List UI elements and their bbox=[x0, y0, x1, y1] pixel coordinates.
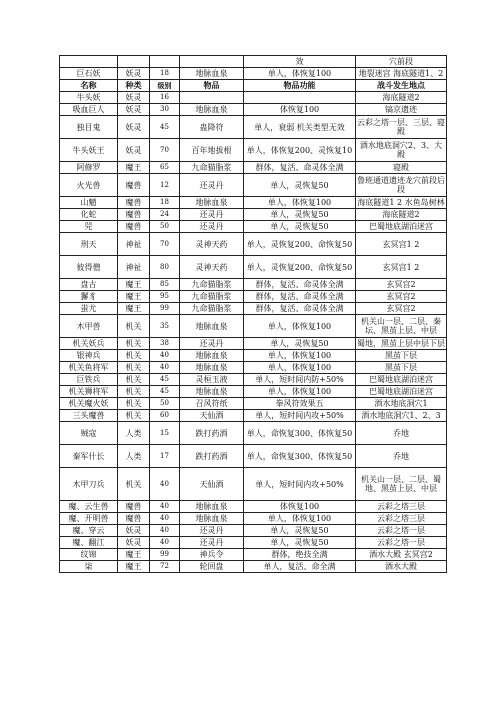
table-row bbox=[60, 525, 447, 537]
type-cell: 魔王 bbox=[118, 561, 150, 573]
item-cell: 地脉血泉 bbox=[180, 362, 244, 374]
table-row bbox=[60, 561, 447, 573]
item-effect-cell: 单人，体恢复100 bbox=[244, 350, 356, 362]
location-cell: 玄冥宫2 bbox=[356, 303, 447, 315]
type-cell: 魔兽 bbox=[118, 174, 150, 197]
name-cell: 纹锦 bbox=[60, 549, 118, 561]
name-cell: 秦军什长 bbox=[60, 445, 118, 468]
level-cell: 18 bbox=[150, 68, 180, 80]
table-row bbox=[60, 410, 447, 422]
type-cell: 妖灵 bbox=[118, 68, 150, 80]
item-effect-cell: 单人，灵恢复200、命恢复50 bbox=[244, 233, 356, 256]
item-cell: 轮回盘 bbox=[180, 561, 244, 573]
item-cell: 还灵丹 bbox=[180, 221, 244, 233]
level-cell: 45 bbox=[150, 116, 180, 139]
level-cell: 95 bbox=[150, 291, 180, 303]
item-cell: 百年地拔根 bbox=[180, 139, 244, 162]
table-row bbox=[60, 68, 447, 80]
item-effect-cell: 单人，复活、命全满 bbox=[244, 561, 356, 573]
type-cell: 神祉 bbox=[118, 233, 150, 256]
level-cell: 65 bbox=[150, 162, 180, 174]
table-row bbox=[60, 221, 447, 233]
level-cell: 30 bbox=[150, 104, 180, 116]
item-cell: 地脉血泉 bbox=[180, 197, 244, 209]
type-cell: 人类 bbox=[118, 445, 150, 468]
item-effect-cell: 单人，短时间内防+50% bbox=[244, 374, 356, 386]
table-row bbox=[60, 422, 447, 445]
item-cell: 召风符纸 bbox=[180, 398, 244, 410]
name-cell: 牛头妖王 bbox=[60, 139, 118, 162]
name-cell: 獬豸 bbox=[60, 291, 118, 303]
item-cell: 九命猫脂浆 bbox=[180, 291, 244, 303]
name-cell: 机关鱼将军 bbox=[60, 362, 118, 374]
location-cell: 巴蜀地底湖泊迷宫 bbox=[356, 386, 447, 398]
location-cell: 寝殿 bbox=[356, 162, 447, 174]
type-cell: 妖灵 bbox=[118, 116, 150, 139]
location-cell: 乔地 bbox=[356, 445, 447, 468]
name-cell: 银神兵 bbox=[60, 350, 118, 362]
level-cell: 35 bbox=[150, 315, 180, 338]
level-cell bbox=[150, 56, 180, 68]
name-cell: 贼寇 bbox=[60, 422, 118, 445]
item-effect-cell: 群体，复活、命灵体全满 bbox=[244, 291, 356, 303]
type-cell: 机关 bbox=[118, 338, 150, 350]
type-cell: 机关 bbox=[118, 398, 150, 410]
item-cell: 地脉血泉 bbox=[180, 350, 244, 362]
table-row bbox=[60, 549, 447, 561]
name-cell: 木甲兽 bbox=[60, 315, 118, 338]
type-cell: 人类 bbox=[118, 422, 150, 445]
item-effect-cell: 单人，命恢复300、体恢复50 bbox=[244, 422, 356, 445]
name-cell: 魔、云生兽 bbox=[60, 501, 118, 513]
item-effect-cell: 单人，体恢复100 bbox=[244, 386, 356, 398]
table-row bbox=[60, 139, 447, 162]
type-cell: 魔兽 bbox=[118, 501, 150, 513]
item-cell: 还灵丹 bbox=[180, 174, 244, 197]
table-row bbox=[60, 116, 447, 139]
table-row bbox=[60, 350, 447, 362]
level-cell: 40 bbox=[150, 468, 180, 501]
item-effect-cell: 群体，绝技全满 bbox=[244, 549, 356, 561]
name-cell: 兕 bbox=[60, 221, 118, 233]
level-cell: 50 bbox=[150, 398, 180, 410]
item-effect-cell: 群体，复活、命灵体全满 bbox=[244, 303, 356, 315]
table-row bbox=[60, 374, 447, 386]
location-cell: 巴蜀地底湖泊迷宫 bbox=[356, 374, 447, 386]
table-row bbox=[60, 315, 447, 338]
item-effect-cell: 单人，灵恢复50 bbox=[244, 174, 356, 197]
item-effect-cell: 单人，灵恢复50 bbox=[244, 209, 356, 221]
location-cell: 酒水地底洞穴2、3、大殿 bbox=[356, 139, 447, 162]
table-row bbox=[60, 513, 447, 525]
location-cell: 黑茧下层 bbox=[356, 350, 447, 362]
level-cell: 40 bbox=[150, 525, 180, 537]
type-cell: 魔王 bbox=[118, 303, 150, 315]
type-cell: 机关 bbox=[118, 350, 150, 362]
location-cell: 玄冥宫1 2 bbox=[356, 233, 447, 256]
table-row bbox=[60, 362, 447, 374]
type-cell: 神祉 bbox=[118, 256, 150, 279]
name-cell: 吸血巨人 bbox=[60, 104, 118, 116]
item-cell: 灵桓玉液 bbox=[180, 374, 244, 386]
location-cell: 机关山一层、二层、秦坛、黑茧上层、中层 bbox=[356, 315, 447, 338]
table-row bbox=[60, 233, 447, 256]
item-effect-cell: 单人，衰弱 机关类型无效 bbox=[244, 116, 356, 139]
table-row bbox=[60, 468, 447, 501]
level-cell: 40 bbox=[150, 537, 180, 549]
item-effect-cell: 效 bbox=[244, 56, 356, 68]
table-row bbox=[60, 256, 447, 279]
name-cell: 蚩尤 bbox=[60, 303, 118, 315]
location-cell: 海底隧道2 bbox=[356, 209, 447, 221]
level-cell: 60 bbox=[150, 410, 180, 422]
level-cell: 40 bbox=[150, 513, 180, 525]
name-cell: 柒 bbox=[60, 561, 118, 573]
location-cell: 玄冥宫2 bbox=[356, 279, 447, 291]
name-cell: 机关狮将军 bbox=[60, 386, 118, 398]
name-cell: 阿修罗 bbox=[60, 162, 118, 174]
table-row bbox=[60, 445, 447, 468]
type-cell: 机关 bbox=[118, 468, 150, 501]
monster-drop-table bbox=[59, 55, 447, 573]
type-cell: 魔王 bbox=[118, 291, 150, 303]
item-cell bbox=[180, 92, 244, 104]
item-cell: 九命猫脂浆 bbox=[180, 162, 244, 174]
location-cell: 蜀地，黑茧上层中层下层 bbox=[357, 339, 445, 348]
table-row bbox=[60, 386, 447, 398]
level-cell: 15 bbox=[150, 422, 180, 445]
name-cell: 机关魔火妖 bbox=[60, 398, 118, 410]
location-cell: 鲁班通道遗迹龙穴前段后段 bbox=[356, 174, 447, 197]
item-cell: 还灵丹 bbox=[180, 525, 244, 537]
item-cell: 地脉血泉 bbox=[180, 386, 244, 398]
type-cell: 魔兽 bbox=[118, 197, 150, 209]
level-cell: 99 bbox=[150, 549, 180, 561]
type-cell: 妖灵 bbox=[118, 104, 150, 116]
item-cell: 还灵丹 bbox=[180, 209, 244, 221]
level-cell: 50 bbox=[150, 221, 180, 233]
item-cell: 地脉血泉 bbox=[180, 315, 244, 338]
table-row bbox=[60, 291, 447, 303]
level-cell: 级别 bbox=[150, 80, 180, 92]
name-cell: 独目鬼 bbox=[60, 116, 118, 139]
name-cell bbox=[60, 56, 118, 68]
item-effect-cell: 群体，复活、命灵体全满 bbox=[244, 279, 356, 291]
level-cell: 24 bbox=[150, 209, 180, 221]
name-cell: 牛头妖 bbox=[60, 92, 118, 104]
item-effect-cell: 单人，体恢复100 bbox=[244, 315, 356, 338]
level-cell: 80 bbox=[150, 256, 180, 279]
location-cell: 酒水地底洞穴1 bbox=[356, 398, 447, 410]
item-effect-cell: 单人，灵恢复200、命恢复50 bbox=[244, 256, 356, 279]
item-cell: 还灵丹 bbox=[180, 537, 244, 549]
location-cell: 酒水大殿 bbox=[356, 561, 447, 573]
type-cell: 妖灵 bbox=[118, 525, 150, 537]
item-cell: 灵神天药 bbox=[180, 233, 244, 256]
location-cell: 海底隧道2 bbox=[356, 92, 447, 104]
location-cell: 乔地 bbox=[356, 422, 447, 445]
type-cell: 机关 bbox=[118, 374, 150, 386]
type-cell: 妖灵 bbox=[118, 139, 150, 162]
item-cell: 还灵丹 bbox=[180, 338, 244, 350]
item-effect-cell: 体恢复100 bbox=[244, 501, 356, 513]
item-effect-cell: 体恢复100 bbox=[244, 104, 356, 116]
table-row bbox=[60, 338, 447, 350]
level-cell: 45 bbox=[150, 374, 180, 386]
type-cell: 妖灵 bbox=[118, 537, 150, 549]
name-cell: 三头魔兽 bbox=[60, 410, 118, 422]
item-effect-cell: 单人，灵恢复50 bbox=[244, 221, 356, 233]
name-cell: 盘古 bbox=[60, 279, 118, 291]
item-cell: 地脉血泉 bbox=[180, 104, 244, 116]
item-cell: 天仙酒 bbox=[180, 410, 244, 422]
name-cell: 魔、翻江 bbox=[60, 537, 118, 549]
type-cell: 机关 bbox=[118, 410, 150, 422]
location-cell: 云彩之塔一层、三层、寝殿 bbox=[356, 116, 447, 139]
location-cell: 玄冥宫1 2 bbox=[356, 256, 447, 279]
type-cell: 魔王 bbox=[118, 162, 150, 174]
location-cell: 云彩之塔一层 bbox=[356, 537, 447, 549]
type-cell bbox=[118, 56, 150, 68]
level-cell: 70 bbox=[150, 233, 180, 256]
level-cell: 99 bbox=[150, 303, 180, 315]
level-cell: 17 bbox=[150, 445, 180, 468]
level-cell: 72 bbox=[150, 561, 180, 573]
table-row bbox=[60, 537, 447, 549]
item-effect-cell: 单人，体恢复100 bbox=[244, 197, 356, 209]
level-cell: 40 bbox=[150, 362, 180, 374]
item-cell: 地脉血泉 bbox=[180, 513, 244, 525]
table-row bbox=[60, 104, 447, 116]
location-cell: 黑茧下层 bbox=[356, 362, 447, 374]
location-cell: 酒水地底洞穴1、2、3 bbox=[356, 410, 447, 422]
item-effect-cell: 单人，短时间内攻+50% bbox=[244, 410, 356, 422]
level-cell: 85 bbox=[150, 279, 180, 291]
location-cell: 玄冥宫2 bbox=[356, 291, 447, 303]
level-cell: 38 bbox=[150, 338, 180, 350]
location-cell: 穴前段 bbox=[356, 56, 447, 68]
level-cell: 18 bbox=[150, 197, 180, 209]
item-cell: 地脉血泉 bbox=[180, 68, 244, 80]
location-cell: 地裂迷宫 海底隧道1、2 bbox=[356, 68, 447, 80]
location-cell: 镐京遗迹 bbox=[356, 104, 447, 116]
location-cell: 云彩之塔三层 bbox=[356, 513, 447, 525]
item-effect-cell: 物品功能 bbox=[244, 80, 356, 92]
item-cell: 地脉血泉 bbox=[180, 501, 244, 513]
name-cell: 化蛇 bbox=[60, 209, 118, 221]
table-row bbox=[60, 209, 447, 221]
name-cell: 火光兽 bbox=[60, 174, 118, 197]
table-row bbox=[60, 174, 447, 197]
table-row bbox=[60, 197, 447, 209]
table-row bbox=[60, 501, 447, 513]
type-cell: 机关 bbox=[118, 386, 150, 398]
location-cell: 海底隧道1 2 水鱼岛树林 bbox=[357, 198, 445, 207]
name-cell: 巨铁兵 bbox=[60, 374, 118, 386]
item-effect-cell: 单人，体恢复100 bbox=[244, 68, 356, 80]
item-effect-cell: 单人，短时间内攻+50% bbox=[244, 468, 356, 501]
table-header-row bbox=[60, 80, 447, 92]
item-cell: 跌打药酒 bbox=[180, 422, 244, 445]
name-cell: 魔、开明兽 bbox=[60, 513, 118, 525]
type-cell: 魔王 bbox=[118, 279, 150, 291]
name-cell: 巨石妖 bbox=[60, 68, 118, 80]
item-effect-cell: 拳风符效果五 bbox=[244, 398, 356, 410]
table-row bbox=[60, 398, 447, 410]
level-cell: 40 bbox=[150, 501, 180, 513]
type-cell: 机关 bbox=[118, 362, 150, 374]
item-cell bbox=[180, 56, 244, 68]
item-cell: 九命猫脂浆 bbox=[180, 303, 244, 315]
level-cell: 16 bbox=[150, 92, 180, 104]
type-cell: 魔王 bbox=[118, 549, 150, 561]
level-cell: 45 bbox=[150, 386, 180, 398]
location-cell: 云彩之塔三层 bbox=[356, 501, 447, 513]
location-cell: 云彩之塔一层 bbox=[356, 525, 447, 537]
item-cell: 神兵令 bbox=[180, 549, 244, 561]
level-cell: 12 bbox=[150, 174, 180, 197]
item-cell: 灵神天药 bbox=[180, 256, 244, 279]
name-cell: 机关妖兵 bbox=[60, 338, 118, 350]
monster-table-sheet bbox=[59, 55, 446, 573]
item-effect-cell: 单人，灵恢复50 bbox=[244, 338, 356, 350]
type-cell: 妖灵 bbox=[118, 92, 150, 104]
item-effect-cell bbox=[244, 92, 356, 104]
table-row bbox=[60, 303, 447, 315]
item-effect-cell: 单人，命恢复300、体恢复50 bbox=[244, 445, 356, 468]
item-effect-cell: 群体，复活、命灵体全满 bbox=[244, 162, 356, 174]
name-cell: 名称 bbox=[60, 80, 118, 92]
table-row bbox=[60, 279, 447, 291]
location-cell: 机关山一层、二层、蜀地、黑茧上层、中层 bbox=[356, 468, 447, 501]
item-effect-cell: 单人，体恢复100 bbox=[244, 362, 356, 374]
item-cell: 跌打药酒 bbox=[180, 445, 244, 468]
table-row bbox=[60, 162, 447, 174]
type-cell: 魔兽 bbox=[118, 513, 150, 525]
item-effect-cell: 单人，体恢复100 bbox=[244, 513, 356, 525]
name-cell: 山魈 bbox=[60, 197, 118, 209]
name-cell: 木甲刀兵 bbox=[60, 468, 118, 501]
location-cell: 战斗发生地点 bbox=[356, 80, 447, 92]
location-cell: 酒水大殿 玄冥宫2 bbox=[356, 549, 447, 561]
level-cell: 40 bbox=[150, 350, 180, 362]
type-cell: 魔兽 bbox=[118, 209, 150, 221]
name-cell: 彼得僧 bbox=[60, 256, 118, 279]
level-cell: 70 bbox=[150, 139, 180, 162]
name-cell: 魔、穿云 bbox=[60, 525, 118, 537]
name-cell: 刑天 bbox=[60, 233, 118, 256]
type-cell: 魔兽 bbox=[118, 221, 150, 233]
type-cell: 机关 bbox=[118, 315, 150, 338]
item-cell: 物品 bbox=[180, 80, 244, 92]
item-effect-cell: 单人，灵恢复50 bbox=[244, 537, 356, 549]
item-effect-cell: 单人，体恢复200、灵恢复10 bbox=[244, 139, 356, 162]
table-body bbox=[60, 56, 447, 573]
item-cell: 九命猫脂浆 bbox=[180, 279, 244, 291]
table-row bbox=[60, 56, 447, 68]
item-effect-cell: 单人，灵恢复50 bbox=[244, 525, 356, 537]
type-cell: 种类 bbox=[118, 80, 150, 92]
item-cell: 蛊降符 bbox=[180, 116, 244, 139]
location-cell: 巴蜀地底湖泊迷宫 bbox=[356, 221, 447, 233]
item-cell: 天仙酒 bbox=[180, 468, 244, 501]
table-row bbox=[60, 92, 447, 104]
